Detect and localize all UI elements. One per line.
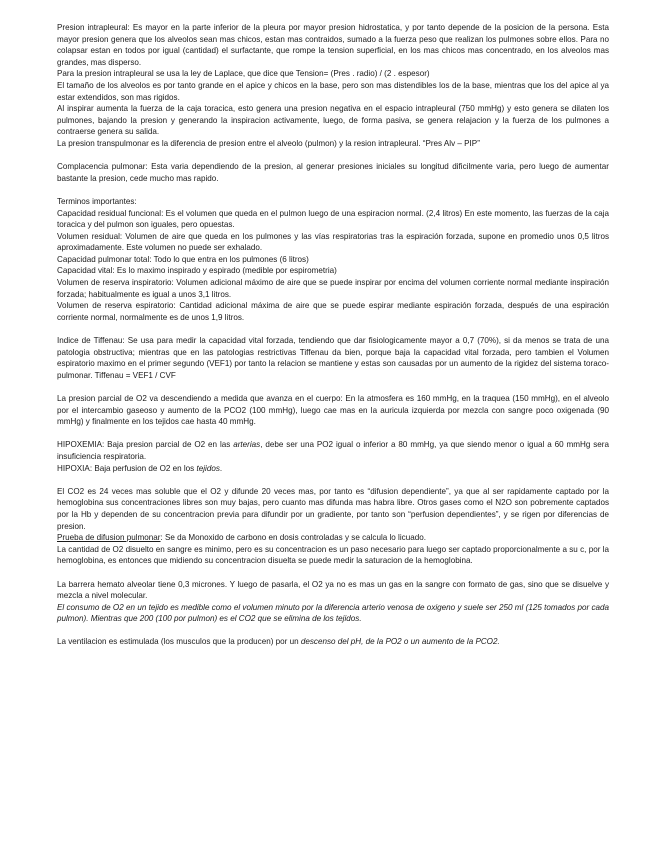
hypoxemia-text: HIPOXEMIA: Baja presion parcial de O2 en las [57,440,234,450]
term-residual-volume: Volumen residual: Volumen de aire que queda en los pulmones y las vías respiratorias tras la espiración forzada, supone en promedio unos 0,5 litros aproximadamente. Este volumen no puede ser exhalado. [57,231,609,253]
ventilation-line [57,636,609,648]
term-crf: Capacidad residual funcional: Es el volumen que queda en el pulmon luego de una espiracion normal. (2,4 litros) En este momento, las fuerzas de la caja toracica y del pulmon son iguales, pero opuestas. [57,208,609,230]
terms-heading: Terminos importantes: [57,196,137,206]
term-inspiratory-reserve: Volumen de reserva inspiratorio: Volumen adicional máximo de aire que se puede inspirar por encima del volumen corriente normal mediante inspiración forzada; habitualmente es igual a unos 3,1 litros. [57,278,609,299]
tiffenau-paragraph: Indice de Tiffenau: Se usa para medir la capacidad vital forzada, tendiendo que dar fisiologicamente mayor a 0,7 (70%), si da menos se trata de una patologia obstructiva; mientras que en las patologias restrictivas Tiffenau da bien, porque baja la capacidad vital forzada, pero tambien el Volumen espiratorio maximo en el primer segundo (VEF1) por tanto la relacion se mantiene y estas son causadas por un aumento de la rigidez del sistema toraco-pulmonar. Tiffenau = VEF1 / CVF [57,336,609,380]
oxygen-consumption-text: El consumo de O2 en un tejido es medible como el volumen minuto por la diferencia arterio venosa de oxigeno y suele ser 250 ml (125 tomados por cada pulmon). Mientras que 200 (100 por pulmon) es el CO2 que se elimina de los tejidos. [57,602,609,624]
laplace-law-line: Para la presion intrapleural se usa la ley de Laplace, que dice que Tension= (Pres . radio) / (2 . espesor) [57,69,430,79]
dissolved-o2-paragraph: La cantidad de O2 disuelto en sangre es minimo, pero es su concentracion es un paso necesario para luego ser captado proporcionalmente a su c, por la hemoglobina, es entonces que midiendo su concentracion disuelta se puede medir la saturacion de la hemoglobina. [57,544,609,566]
hypoxemia-line [57,439,609,462]
hypoxemia-text-end: , debe ser una PO2 igual o inferior a 80 mmHg, ya que siendo menor o igual a 60 mmHg sera insuficiencia respiratoria. [57,440,609,461]
hypoxia-text-end: . [219,463,223,473]
term-vital-capacity: Capacidad vital: Es lo maximo inspirado y espirado (medible por espirometria) [57,266,337,276]
co2-diffusion-paragraph: El CO2 es 24 veces mas soluble que el O2 y difunde 20 veces mas, por tanto es “difusion dependiente”, ya que al ser rapidamente captado por la hemoglobina sus concentraciones libres son muy bajas, pero cuanto mas difunda mas habra libre. Otros gases como el N2O son pobremente captados por la Hb y dependen de su concentracion previa para difundir por un gradiente, por tanto son “perfusion dependientes”, y se rigen por diferencias de presion. [57,486,609,531]
hypoxemia-emphasis: arterias [233,440,261,450]
transpulmonary-pressure-line: La presion transpulmonar es la diferencia de presion entre el alveolo (pulmon) y la resion intrapleural. “Pres Alv – PIP” [57,138,480,148]
diffusion-test-label: Prueba de difusion pulmonar [57,533,161,543]
intrapleural-pressure-paragraph: Presion intrapleural: Es mayor en la parte inferior de la pleura por mayor presion hidrostatica, y por tanto depende de la posicion de la persona. Esta mayor presion genera que los alveolos sean mas chicos, estan mas contraidos, sumado a la fuerza peso que realizan los pulmones sobre ellos. Para no colapsar estan en todos por igual (cantidad) el surfactante, que rompe la tension superficial, en los mas chicos mas concentrado, en los alveolos mas grandes, mas disperso. [57,23,609,67]
barrier-paragraph: La barrera hemato alveolar tiene 0,3 micrones. Y luego de pasarla, el O2 ya no es mas un gas en la sangre con formato de gas, sino que se disuelve y mezcla a nivel molecular. [57,579,609,601]
inspiration-paragraph: Al inspirar aumenta la fuerza de la caja toracica, esto genera una presion negativa en el espacio intrapleural (750 mmHg) y esto genera se dilaten los pulmones, bajando la presion y generando la inspiracion activamente, luego, de forma pasiva, se genera relajacion y la fuerza de los pulmones a contraerse genera su salida. [57,104,609,137]
hypoxia-text: HIPOXIA: Baja perfusion de O2 en los [57,463,197,473]
diffusion-test-line [57,532,609,544]
diffusion-test-text: : Se da Monoxido de carbono en dosis controladas y se calcula lo licuado. [160,533,426,543]
ventilation-emphasis: descenso del pH, de la PO2 o un aumento de la PCO2. [300,637,500,647]
compliance-paragraph: Complacencia pulmonar: Esta varia dependiendo de la presion, al generar presiones iniciales su longitud dificilmente varia, pero luego de aumentar bastante la presion, cede mucho mas rapido. [57,162,609,183]
oxygen-consumption-paragraph [57,602,609,625]
term-total-capacity: Capacidad pulmonar total: Todo lo que entra en los pulmones (6 litros) [57,254,309,264]
hypoxia-emphasis: tejidos [196,463,220,473]
o2-partial-pressure-paragraph: La presion parcial de O2 va descendiendo a medida que avanza en el cuerpo: En la atmosfera es 160 mmHg, en la traquea (150 mmHg), en el alveolo por el intercambio gaseoso y aumento de la PCO2 (100 mmHg), luego cae mas en la auricula izquierda por mezcla con sangre poco oxigenada (90 mmHg) y finalmente en los tejidos cae hasta 40 mmHg. [57,394,609,427]
term-expiratory-reserve: Volumen de reserva espiratorio: Cantidad adicional máxima de aire que se puede espirar mediante espiración forzada, después de una espiración corriente normal, normalmente es de unos 1,9 litros. [57,301,609,322]
alveoli-size-paragraph: El tamaño de los alveolos es por tanto grande en el apice y chicos en la base, pero son mas distendibles los de la base, mientras que los del apice al ya estar extendidos, son mas rigidos. [57,80,609,102]
hypoxia-line [57,463,609,475]
ventilation-text: La ventilacion es estimulada (los musculos que la producen) por un [57,637,301,647]
